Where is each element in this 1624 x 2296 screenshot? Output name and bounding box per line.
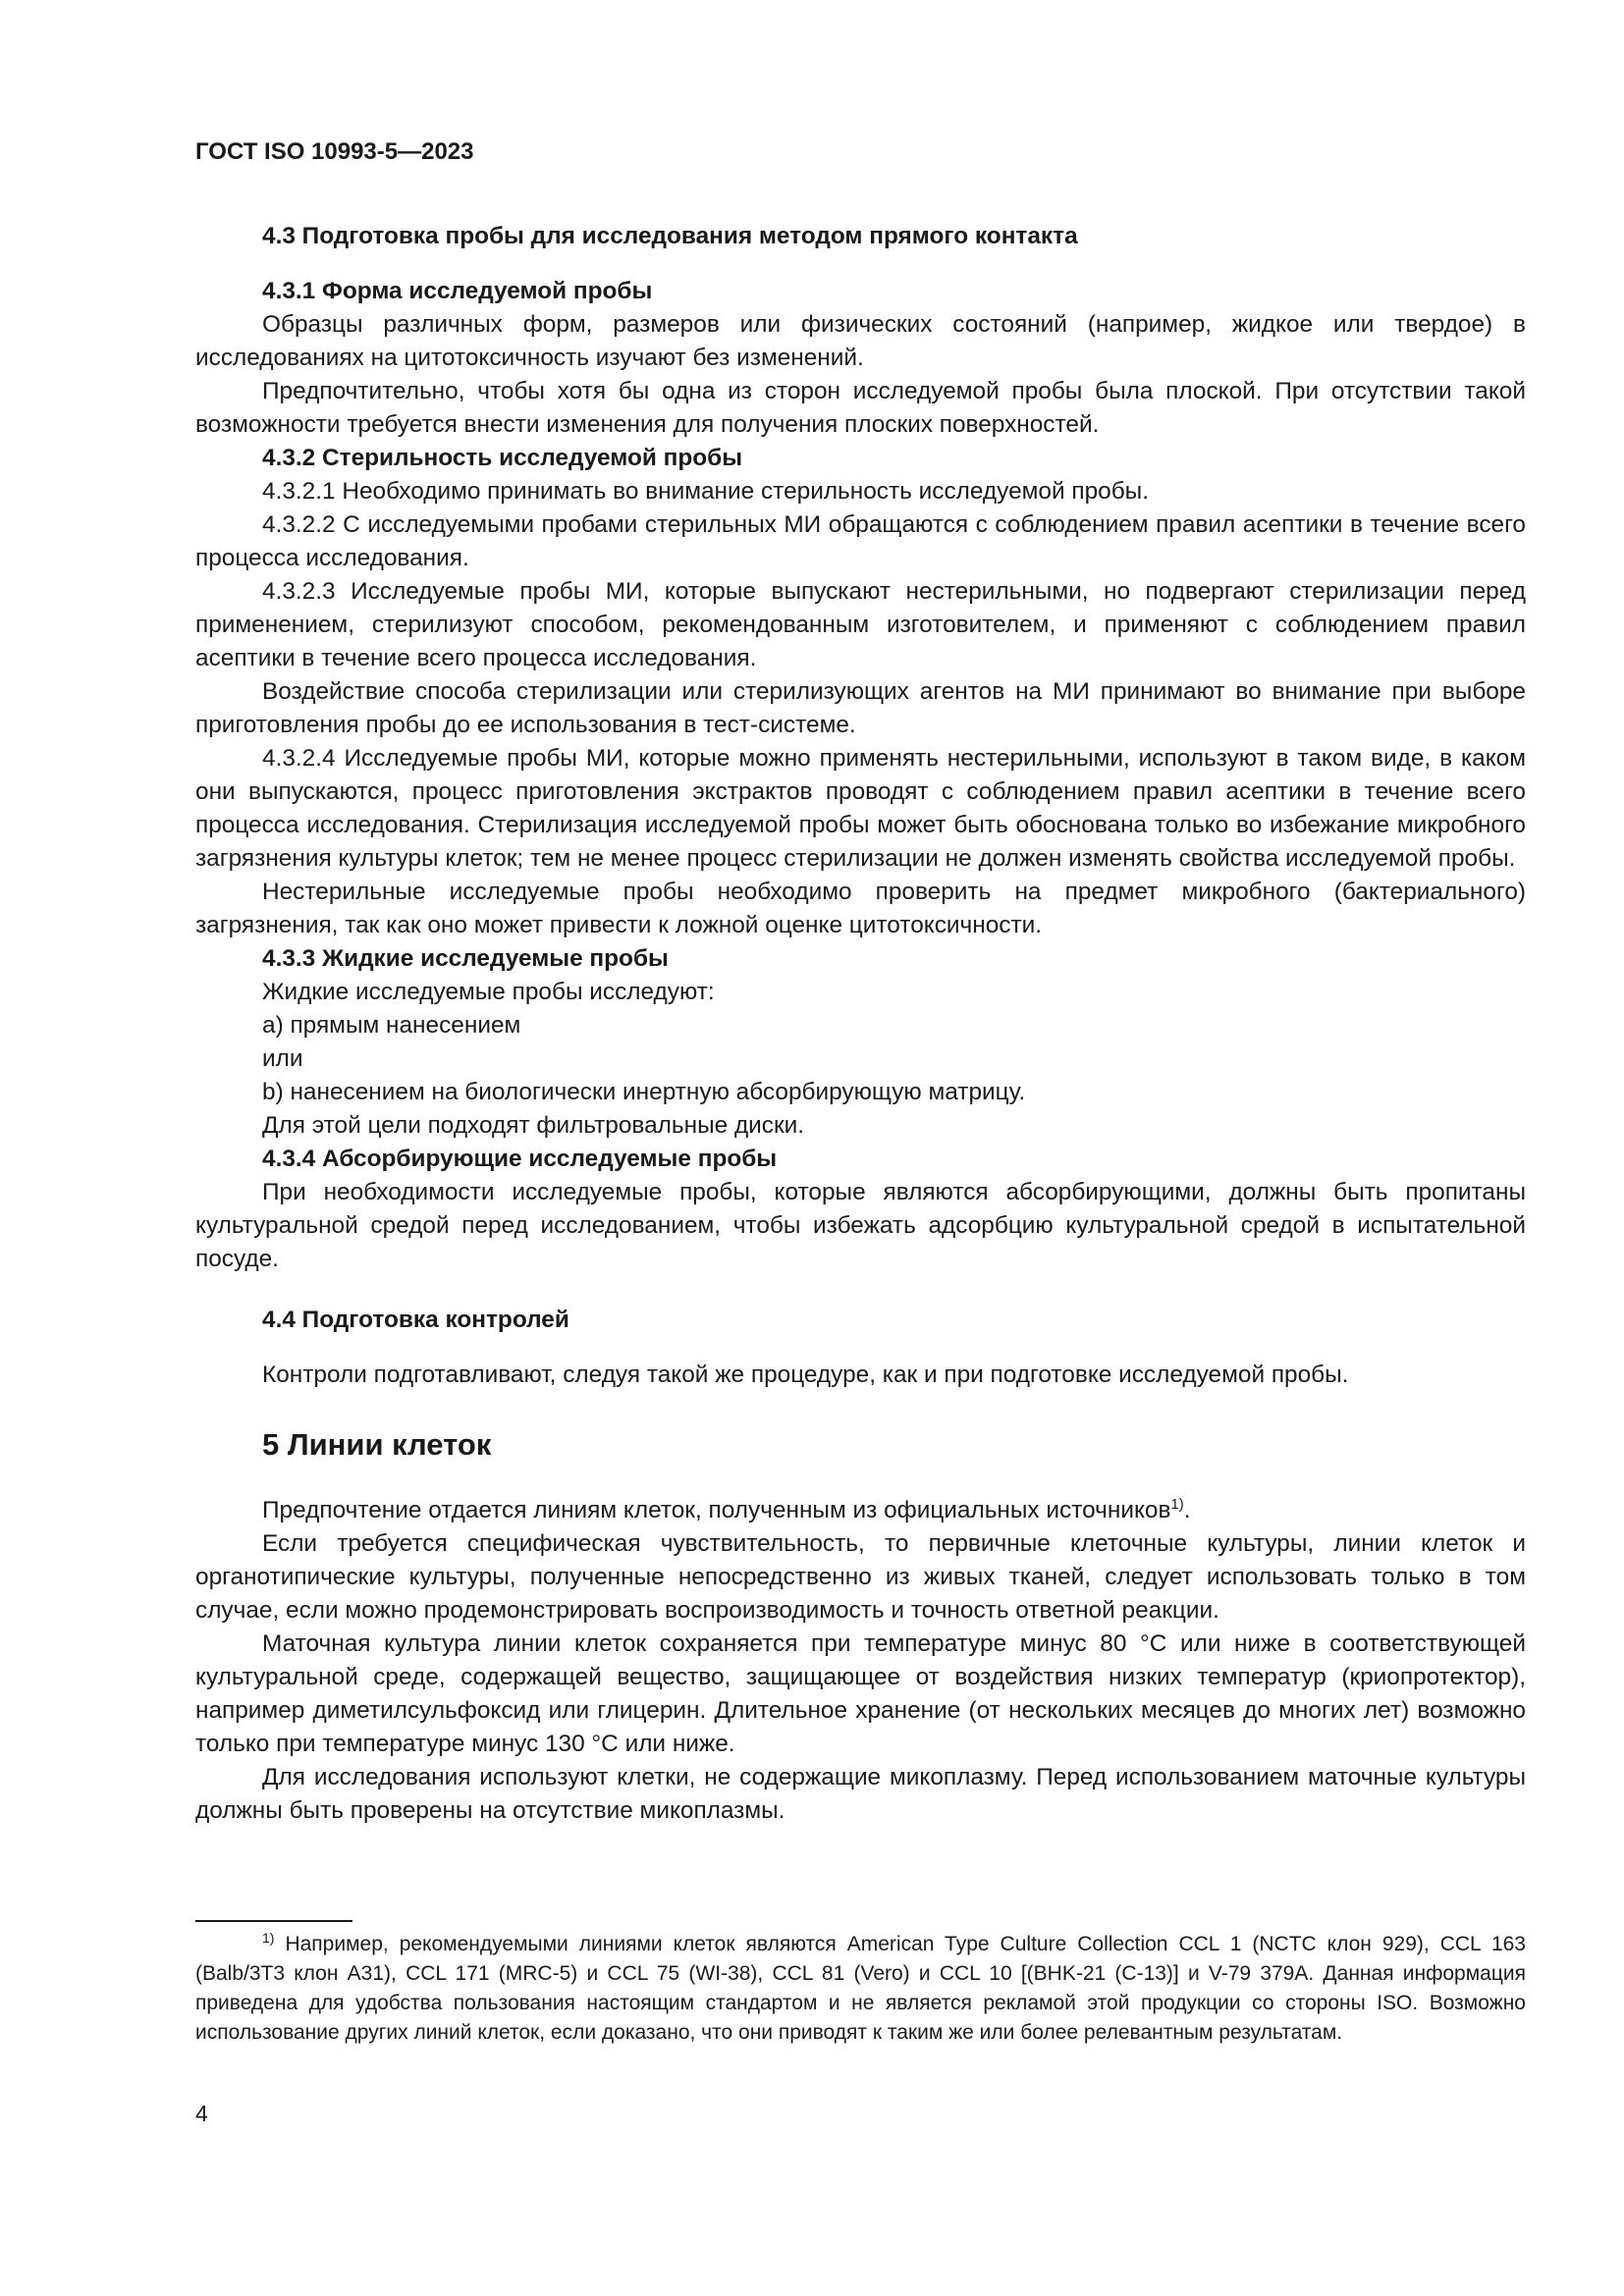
list-connector-or: или: [262, 1045, 303, 1072]
paragraph-5-a: [195, 1494, 1526, 1527]
heading-4-4: 4.4 Подготовка контролей: [262, 1307, 569, 1333]
heading-4-3-2: 4.3.2 Стерильность исследуемой пробы: [262, 445, 743, 471]
paragraph-5-c: Маточная культура линии клеток сохраняется при температуре минус 80 °С или ниже в соответствующей культуральной среде, содержащей вещество, защищающее от воздействия низких температур (криопротектор), например диметилсульфоксид или глицерин. Длительное хранение (от нескольких месяцев до многих лет) возможно только при температуре минус 130 °С или ниже.: [195, 1630, 1526, 1757]
section-4-4: [195, 1304, 1526, 1392]
heading-4-3-1: 4.3.1 Форма исследуемой пробы: [262, 278, 653, 304]
paragraph-4-3-4: При необходимости исследуемые пробы, которые являются абсорбирующими, должны быть пропитаны культуральной средой перед исследованием, чтобы избежать адсорбцию культуральной средой в испытательной посуде.: [195, 1179, 1526, 1272]
heading-4-3: 4.3 Подготовка пробы для исследования методом прямого контакта: [262, 223, 1078, 249]
heading-4-3-4: 4.3.4 Абсорбирующие исследуемые пробы: [262, 1146, 778, 1172]
section-5: [195, 1425, 1526, 1828]
paragraph-4-4: Контроли подготавливают, следуя такой же процедуре, как и при подготовке исследуемой пробы.: [262, 1362, 1349, 1388]
paragraph-4-3-1-b: Предпочтительно, чтобы хотя бы одна из сторон исследуемой пробы была плоской. При отсутствии такой возможности требуется внести изменения для получения плоских поверхностей.: [195, 378, 1526, 438]
page-number: 4: [195, 2101, 208, 2126]
footnote-divider: [195, 1920, 352, 1922]
paragraph-4-3-3-intro: Жидкие исследуемые пробы исследуют:: [262, 979, 715, 1005]
paragraph-4-3-3-note: Для этой цели подходят фильтровальные диски.: [262, 1112, 805, 1139]
document-header: ГОСТ ISO 10993-5—2023: [195, 138, 474, 165]
heading-5: 5 Линии клеток: [262, 1427, 492, 1462]
footnote-marker: 1): [262, 1930, 275, 1946]
section-4-3: [195, 220, 1526, 1276]
paragraph-5-d: Для исследования используют клетки, не содержащие микоплазму. Перед использованием маточные культуры должны быть проверены на отсутствие микоплазмы.: [195, 1764, 1526, 1824]
paragraph-4-3-2-1: 4.3.2.1 Необходимо принимать во внимание стерильность исследуемой пробы.: [262, 478, 1149, 505]
footnote-text: Например, рекомендуемыми линиями клеток являются American Type Culture Collection CCL 1 (NCTC клон 929), CCL 163 (Balb/3T3 клон A31), CCL 171 (MRC-5) и CCL 75 (WI-38), CCL 81 (Vero) и CCL 10 [(BHK-21 (C-13)] и V-79 379A. Данная информация приведена для удобства пользования настоящим стандартом и не является рекламой этой продукции со стороны ISO. Возможно использование других линий клеток, если доказано, что они приводят к таким же или более релевантным результатам.: [195, 1933, 1526, 2044]
paragraph-5-a-end: .: [1183, 1497, 1191, 1523]
paragraph-4-3-2-3: 4.3.2.3 Исследуемые пробы МИ, которые выпускают нестерильными, но подвергают стерилизации перед применением, стерилизуют способом, рекомендованным изготовителем, и применяют с соблюдением правил асептики в течение всего процесса исследования.: [195, 578, 1526, 671]
footnote: [195, 1930, 1526, 2048]
footnote-reference: 1): [1170, 1495, 1184, 1513]
document-page: [195, 137, 1526, 1828]
list-item-b: b) нанесением на биологически инертную абсорбирующую матрицу.: [262, 1079, 1026, 1105]
paragraph-4-3-2-3-b: Воздействие способа стерилизации или стерилизующих агентов на МИ принимают во внимание при выборе приготовления пробы до ее использования в тест-системе.: [195, 678, 1526, 738]
heading-4-3-3: 4.3.3 Жидкие исследуемые пробы: [262, 945, 669, 972]
paragraph-5-b: Если требуется специфическая чувствительность, то первичные клеточные культуры, линии клеток и органотипические культуры, полученные непосредственно из живых тканей, следует использовать только в том случае, если можно продемонстрировать воспроизводимость и точность ответной реакции.: [195, 1530, 1526, 1624]
paragraph-4-3-2-4: 4.3.2.4 Исследуемые пробы МИ, которые можно применять нестерильными, используют в таком виде, в каком они выпускаются, процесс приготовления экстрактов проводят с соблюдением правил асептики в течение всего процесса исследования. Стерилизация исследуемой пробы может быть обоснована только во избежание микробного загрязнения культуры клеток; тем не менее процесс стерилизации не должен изменять свойства исследуемой пробы.: [195, 745, 1526, 872]
list-item-a: a) прямым нанесением: [262, 1012, 521, 1039]
paragraph-4-3-2-4-b: Нестерильные исследуемые пробы необходимо проверить на предмет микробного (бактериального) загрязнения, так как оно может привести к ложной оценке цитотоксичности.: [195, 879, 1526, 938]
paragraph-4-3-2-2: 4.3.2.2 С исследуемыми пробами стерильных МИ обращаются с соблюдением правил асептики в течение всего процесса исследования.: [195, 511, 1526, 571]
paragraph-4-3-1-a: Образцы различных форм, размеров или физических состояний (например, жидкое или твердое) в исследованиях на цитотоксичность изучают без изменений.: [195, 311, 1526, 371]
paragraph-5-a-text: Предпочтение отдается линиям клеток, полученным из официальных источников: [262, 1497, 1171, 1523]
